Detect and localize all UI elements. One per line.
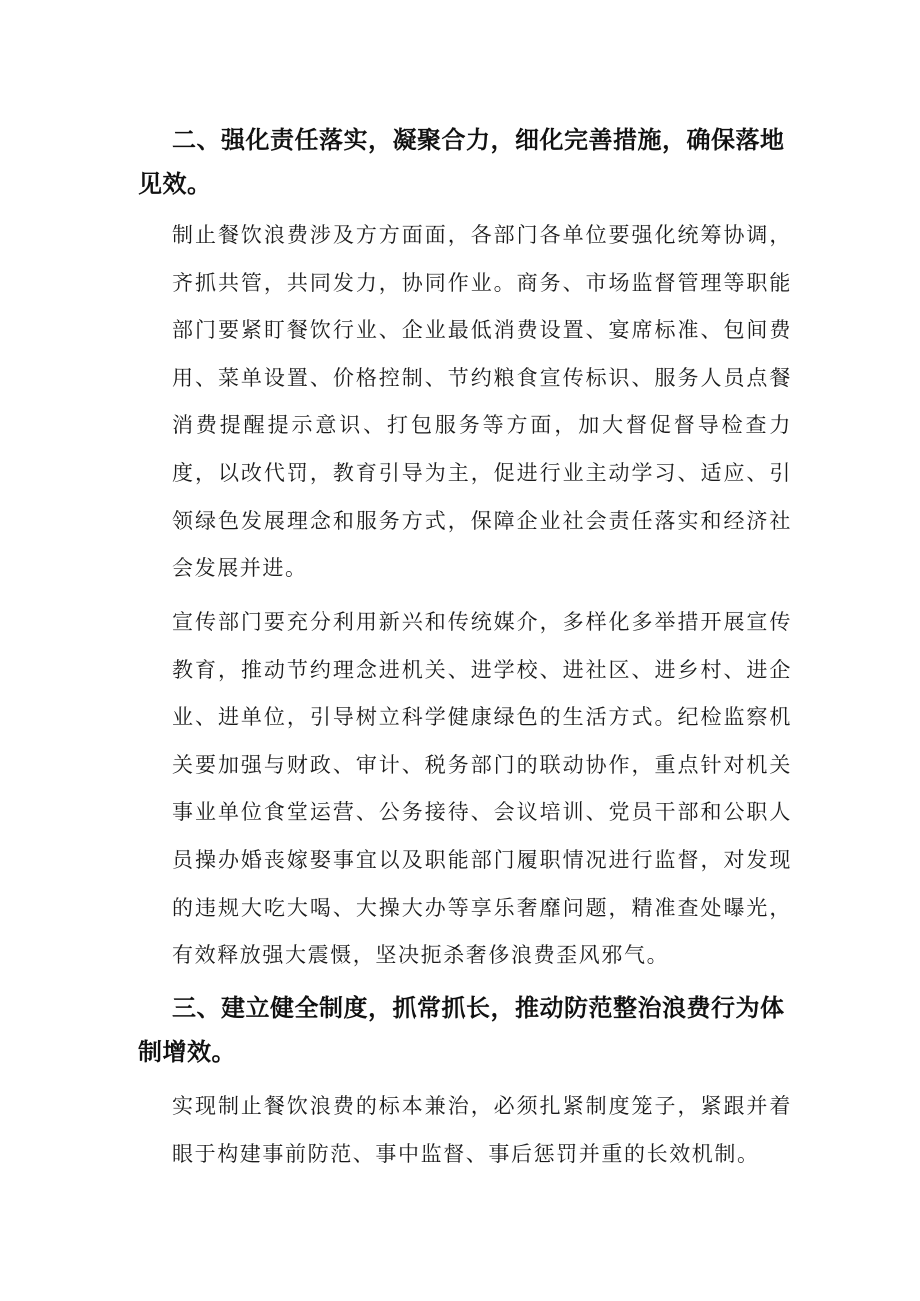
section-three-heading: 三、建立健全制度，抓常抓长，推动防范整治浪费行为体制增效。	[138, 994, 785, 1066]
section-two-paragraph-2: 宣传部门要充分利用新兴和传统媒介，多样化多举措开展宣传教育，推动节约理念进机关、进学校、进社区、进乡村、进企业、进单位，引导树立科学健康绿色的生活方式。纪检监察机关要加强与财政、审计、税务部门的联动协作，重点针对机关事业单位食堂运营、公务接待、会议培训、党员干部和公职人员操办婚丧嫁娶事宜以及职能部门履职情况进行监督，对发现的违规大吃大喝、大操大办等享乐奢靡问题，精准查处曝光，有效释放强大震慑，坚决扼杀奢侈浪费歪风邪气。	[172, 610, 792, 968]
section-two-paragraph-1: 制止餐饮浪费涉及方方面面，各部门各单位要强化统筹协调，齐抓共管，共同发力，协同作业。商务、市场监督管理等职能部门要紧盯餐饮行业、企业最低消费设置、宴席标准、包间费用、菜单设置、价格控制、节约粮食宣传标识、服务人员点餐消费提醒提示意识、打包服务等方面，加大督促督导检查力度，以改代罚，教育引导为主，促进行业主动学习、适应、引领绿色发展理念和服务方式，保障企业社会责任落实和经济社会发展并进。	[172, 223, 792, 581]
section-three-paragraph-1: 实现制止餐饮浪费的标本兼治，必须扎紧制度笼子，紧跟并着眼于构建事前防范、事中监督、事后惩罚并重的长效机制。	[172, 1094, 792, 1166]
section-two-heading: 二、强化责任落实，凝聚合力，细化完善措施，确保落地见效。	[138, 126, 785, 198]
